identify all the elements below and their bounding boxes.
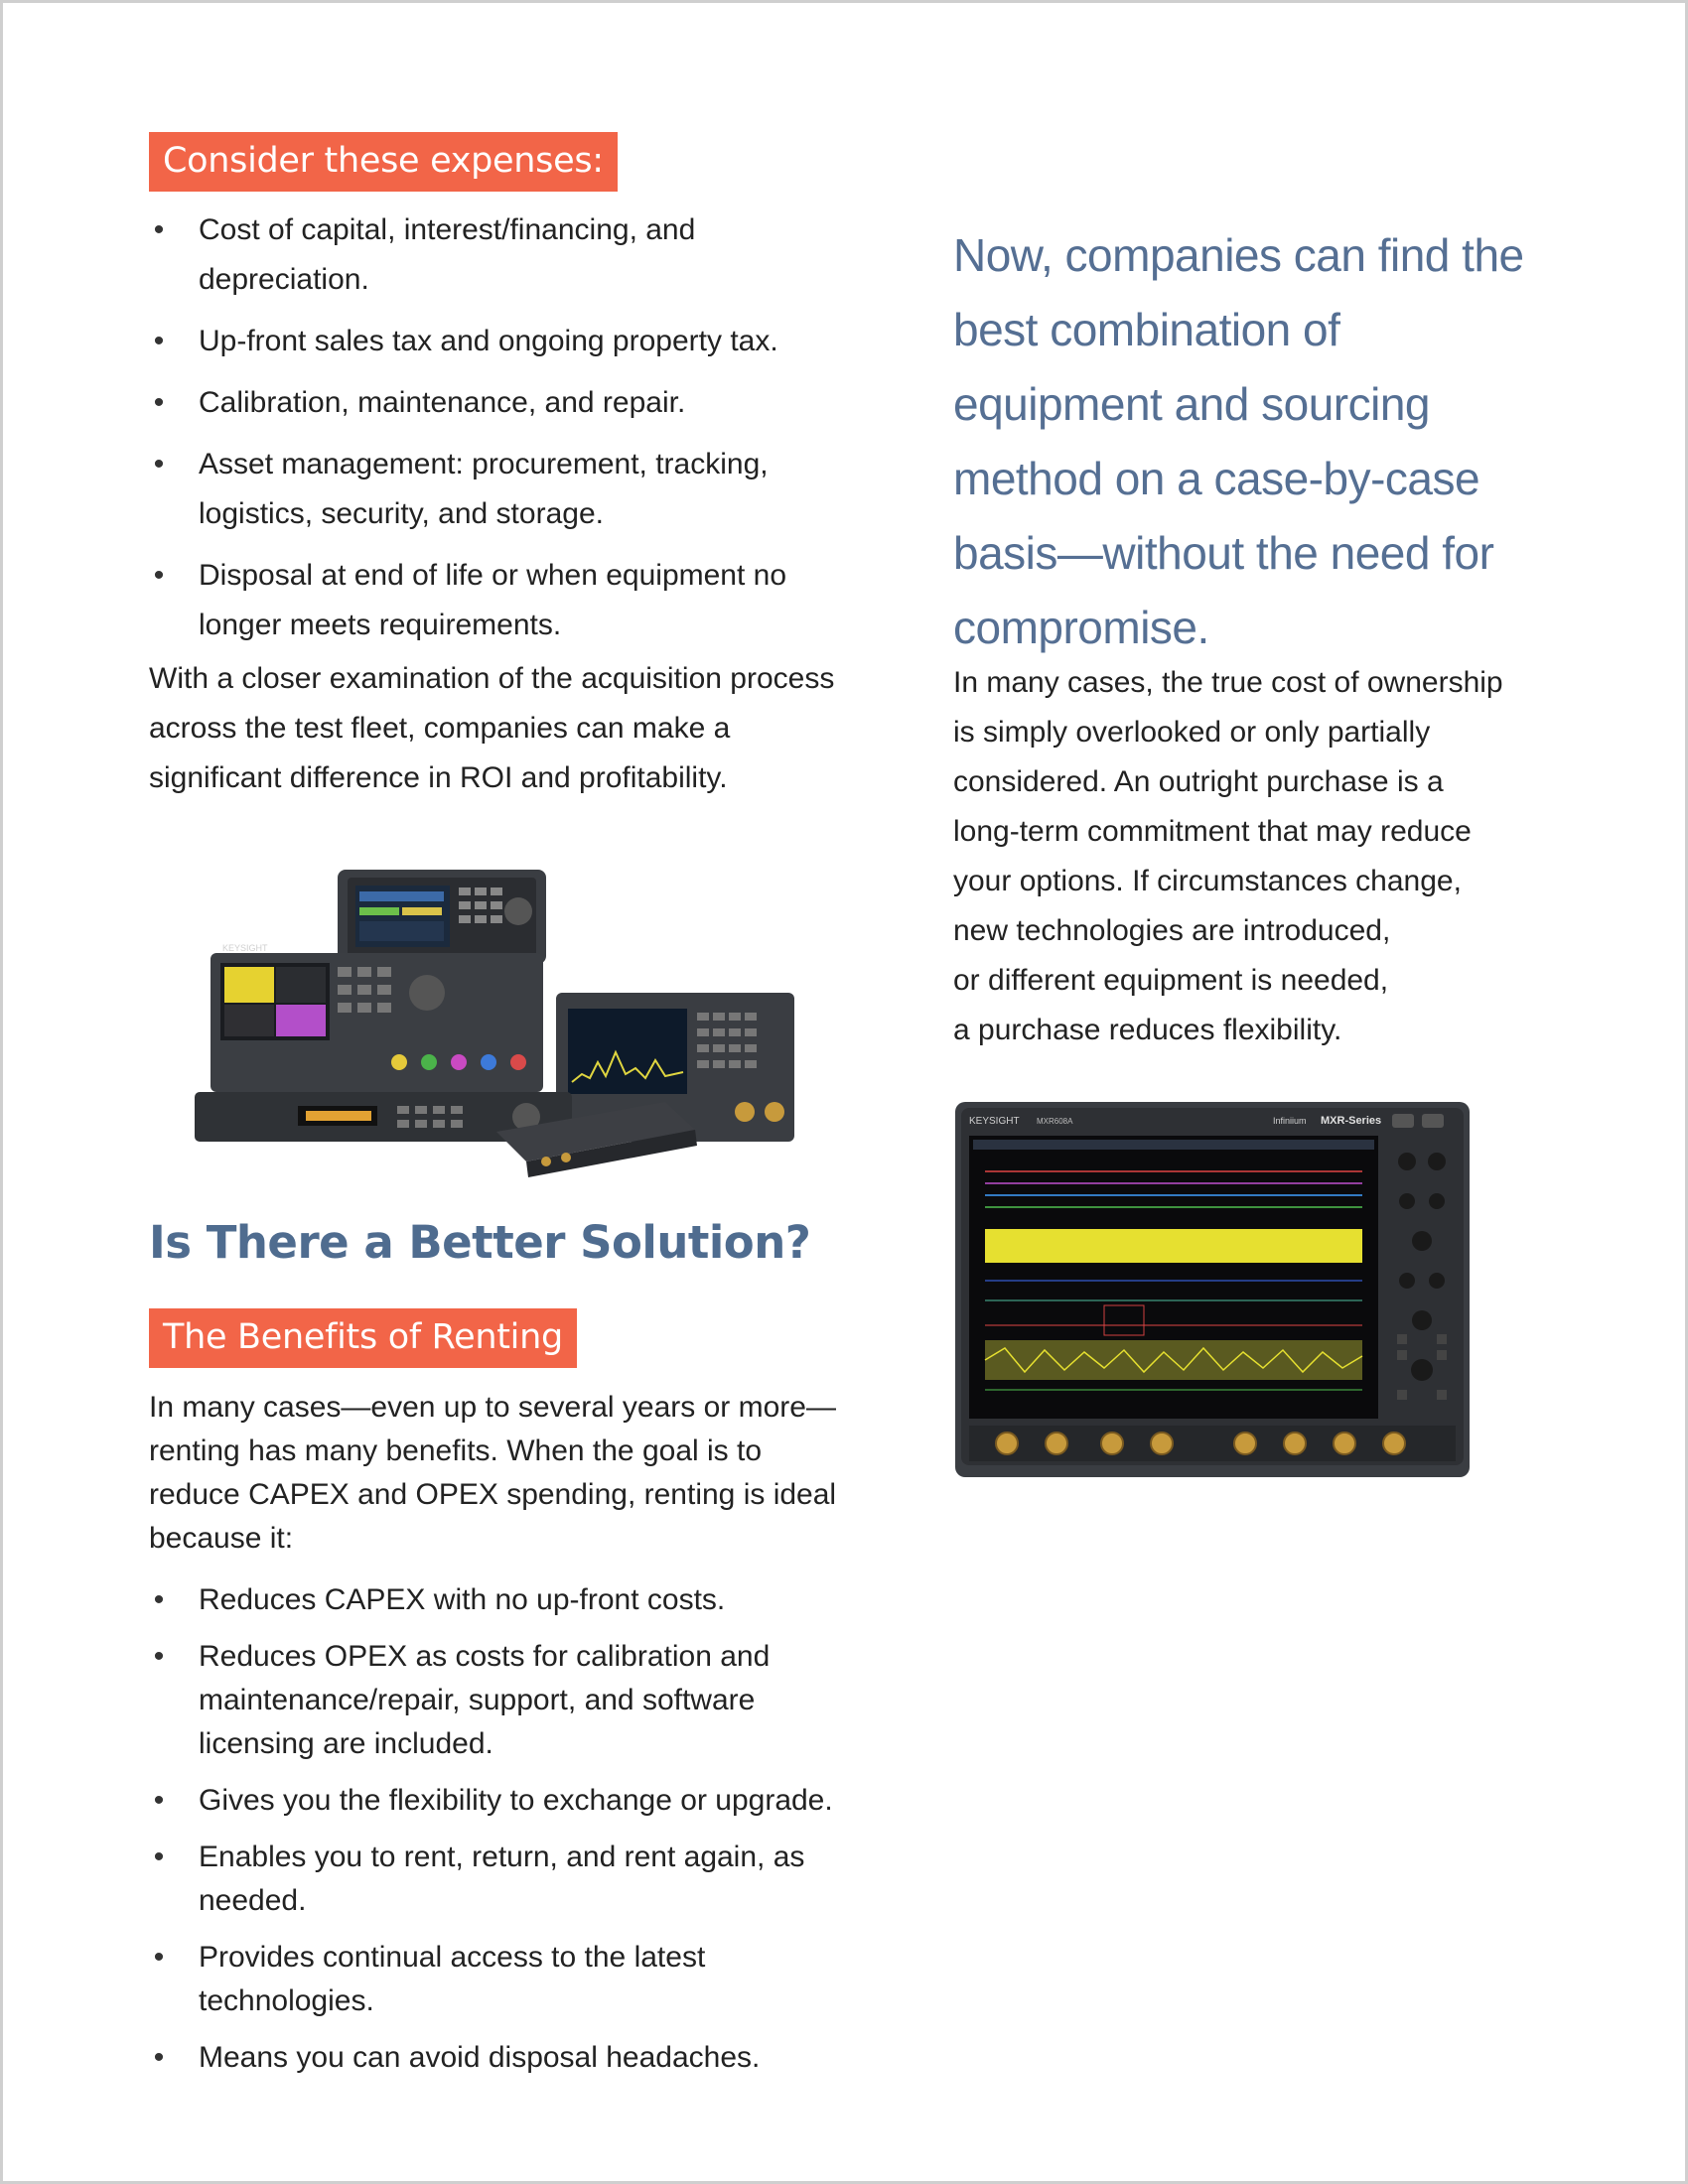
list-item-text: Disposal at end of life or when equipment no longer meets requirements.: [199, 559, 787, 641]
bullet-icon: •: [153, 1583, 165, 1616]
left-column: [149, 132, 854, 803]
list-item: [149, 378, 854, 428]
renting-benefits-tag: The Benefits of Renting: [149, 1308, 577, 1368]
test-instruments-image: [189, 864, 804, 1181]
list-item-text: Reduces CAPEX with no up-front costs.: [199, 1583, 726, 1616]
list-item-text: Calibration, maintenance, and repair.: [199, 386, 686, 419]
list-item-text: Reduces OPEX as costs for calibration and maintenance/repair, support, and software licensing are included.: [199, 1640, 771, 1760]
right-column: [953, 218, 1549, 665]
ownership-section: [953, 658, 1549, 1055]
solution-heading: Is There a Better Solution?: [149, 1216, 811, 1269]
list-item: [149, 1936, 854, 2023]
list-item: [149, 1779, 854, 1823]
list-item: [149, 317, 854, 366]
bullet-icon: •: [153, 325, 165, 357]
bullet-icon: •: [153, 1640, 165, 1673]
renting-intro: In many cases—even up to several years or more—renting has many benefits. When the goal is to reduce CAPEX and OPEX spending, renting is ideal because it:: [149, 1391, 837, 1555]
oscilloscope-image: [955, 1102, 1470, 1477]
expenses-summary: With a closer examination of the acquisition process across the test fleet, companies can make a significant difference in ROI and profitability.: [149, 662, 835, 794]
bullet-icon: •: [153, 2041, 165, 2074]
list-item: [149, 1635, 854, 1766]
list-item: [149, 2036, 854, 2080]
scope-series-text: Infiniium: [1273, 1116, 1307, 1126]
list-item-text: Up-front sales tax and ongoing property tax.: [199, 325, 778, 357]
ownership-paragraph: In many cases, the true cost of ownership is simply overlooked or only partially considered. An outright purchase is a long-term commitment that may reduce your options. If circumstances change, new technologies are introduced, or different equipment is needed, a purchase reduces flexibility.: [953, 666, 1503, 1046]
bullet-icon: •: [153, 448, 165, 480]
bullet-icon: •: [153, 1841, 165, 1873]
list-item-text: Asset management: procurement, tracking, logistics, security, and storage.: [199, 448, 769, 530]
bullet-icon: •: [153, 559, 165, 592]
list-item-text: Provides continual access to the latest technologies.: [199, 1941, 706, 2017]
expenses-list: [149, 205, 854, 650]
bullet-icon: •: [153, 213, 165, 246]
scope-model-text: MXR-Series: [1321, 1115, 1382, 1127]
list-item-text: Gives you the flexibility to exchange or upgrade.: [199, 1784, 833, 1817]
list-item: [149, 1578, 854, 1622]
scope-brand-text: KEYSIGHT: [969, 1116, 1020, 1127]
instruments-illustration: [189, 864, 804, 1181]
scope-model-number: MXR608A: [1037, 1117, 1073, 1126]
bullet-icon: •: [153, 1941, 165, 1974]
list-item-text: Enables you to rent, return, and rent again, as needed.: [199, 1841, 805, 1917]
bullet-icon: •: [153, 1784, 165, 1817]
list-item-text: Cost of capital, interest/financing, and depreciation.: [199, 213, 696, 296]
benefits-list: [149, 1578, 854, 2080]
expenses-heading: Consider these expenses:: [149, 132, 618, 192]
list-item: [149, 205, 854, 305]
list-item: [149, 440, 854, 539]
oscilloscope-illustration: [955, 1102, 1470, 1477]
pull-quote: Now, companies can find the best combination of equipment and sourcing method on a case-by-case basis—without the need for compromise.: [953, 229, 1524, 653]
bullet-icon: •: [153, 386, 165, 419]
instrument-logo-text: KEYSIGHT: [222, 943, 268, 953]
list-item-text: Means you can avoid disposal headaches.: [199, 2041, 761, 2074]
list-item: [149, 551, 854, 650]
solution-section: [149, 1216, 854, 2093]
list-item: [149, 1836, 854, 1923]
